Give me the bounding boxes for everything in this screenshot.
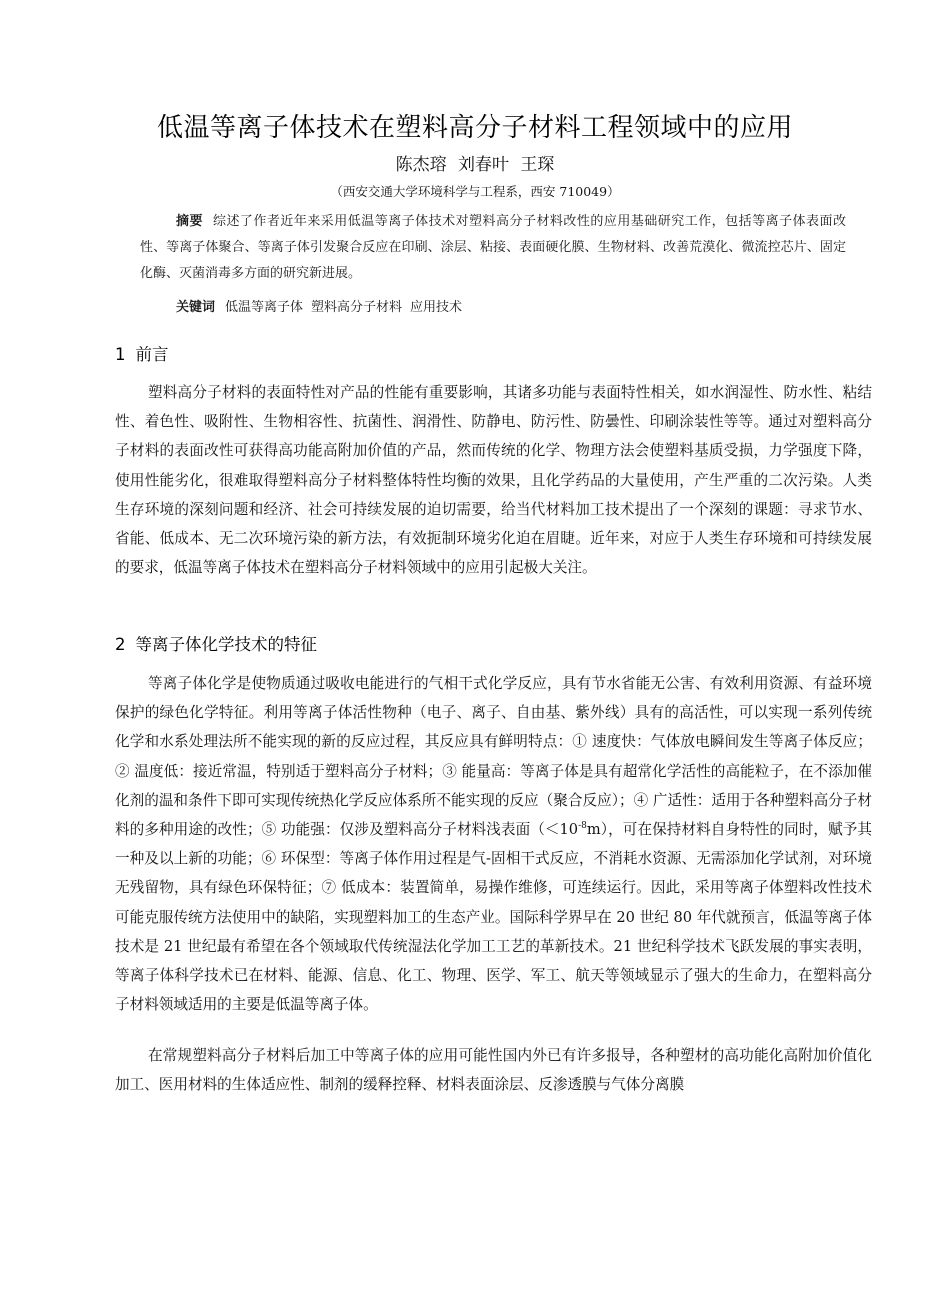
paragraph-text: 等离子体化学是使物质通过吸收电能进行的气相干式化学反应，具有节水省能无公害、有效利用资源、有益环境保护的绿色化学特征。利用等离子体活性物种（电子、离子、自由基、紫外线）具有的高活性，可以实现一系列传统化学和水系处理法所不能实现的新的反应过程，其反应具有鲜明特点：① 速度快：气体放电瞬间发生等离子体反应；② 温度低：接近常温，特别适于塑料高分子材料；③ 能量高：等离子体是具有超常化学活性的高能粒子，在不添加催化剂的温和条件下即可实现传统热化学反应体系所不能实现的反应（聚合反应）；④ 广适性：适用于各种塑料高分子材料的多种用途的改性；⑤ 功能强：仅涉及塑料高分子材料浅表面（＜10 (115, 675, 872, 839)
section-title: 等离子体化学技术的特征 (135, 635, 317, 654)
abstract-text: 综述了作者近年来采用低温等离子体技术对塑料高分子材料改性的应用基础研究工作，包括等离子体表面改性、等离子体聚合、等离子体引发聚合反应在印刷、涂层、粘接、表面硬化膜、生物材料、改善荒漠化、微流控芯片、固定化酶、灭菌消毒多方面的研究新进展。 (140, 214, 846, 281)
paper-title: 低温等离子体技术在塑料高分子材料工程领域中的应用 (156, 113, 793, 143)
author-list: 陈杰瑢 刘春叶 王琛 (395, 155, 555, 175)
section-heading-2 (115, 632, 850, 658)
keyword: 低温等离子体 (225, 300, 304, 315)
keywords-label: 关键词 (176, 300, 216, 315)
abstract (140, 209, 846, 287)
section-number: 2 (115, 635, 126, 654)
section-2-paragraph-1 (115, 669, 872, 1019)
keyword: 应用技术 (410, 300, 463, 315)
superscript-exponent: -8 (578, 821, 587, 832)
section-1-paragraph-1: 塑料高分子材料的表面特性对产品的性能有重要影响，其诸多功能与表面特性相关，如水润湿性、防水性、粘结性、着色性、吸附性、生物相容性、抗菌性、润滑性、防静电、防污性、防曇性、印刷涂装性等等。通过对塑料高分子材料的表面改性可获得高功能高附加价值的产品，然而传统的化学、物理方法会使塑料基质受损，力学强度下降，使用性能劣化，很难取得塑料高分子材料整体特性均衡的效果，且化学药品的大量使用，产生严重的二次污染。人类生存环境的深刻问题和经济、社会可持续发展的迫切需要，给当代材料加工技术提出了一个深刻的课题：寻求节水、省能、低成本、无二次环境污染的新方法，有效扼制环境劣化迫在眉睫。近年来，对应于人类生存环境和可持续发展的要求，低温等离子体技术在塑料高分子材料领域中的应用引起极大关注。 (115, 384, 872, 577)
paragraph-text-continued: m），可在保持材料自身特性的同时，赋予其一种及以上新的功能；⑥ 环保型：等离子体作用过程是气-固相干式反应，不消耗水资源、无需添加化学试剂，对环境无残留物，具有绿色环保特征；⑦ 低成本：装置简单，易操作维修，可连续运行。因此，采用等离子体塑料改性技术可能克服传统方法使用中的缺陷，实现塑料加工的生态产业。国际科学界早在 20 世纪 80 年代就预言，低温等离子体技术是 21 世纪最有希望在各个领域取代传统湿法化学加工工艺的革新技术。21 世纪科学技术飞跃发展的事实表明，等离子体科学技术已在材料、能源、信息、化工、物理、医学、军工、航天等领域显示了强大的生命力，在塑料高分子材料领域适用的主要是低温等离子体。 (115, 821, 872, 1014)
keywords (176, 295, 846, 321)
section-number: 1 (115, 345, 126, 364)
section-heading-1 (115, 342, 850, 368)
keyword: 塑料高分子材料 (311, 300, 403, 315)
affiliation: （西安交通大学环境科学与工程系，西安 710049） (330, 184, 620, 199)
section-2-paragraph-2: 在常规塑料高分子材料后加工中等离子体的应用可能性国内外已有许多报导，各种塑材的高功能化高附加价值化加工、医用材料的生体适应性、制剂的缓释控释、材料表面涂层、反渗透膜与气体分离膜 (115, 1047, 872, 1094)
abstract-label: 摘要 (176, 214, 203, 229)
section-title: 前言 (135, 345, 169, 364)
